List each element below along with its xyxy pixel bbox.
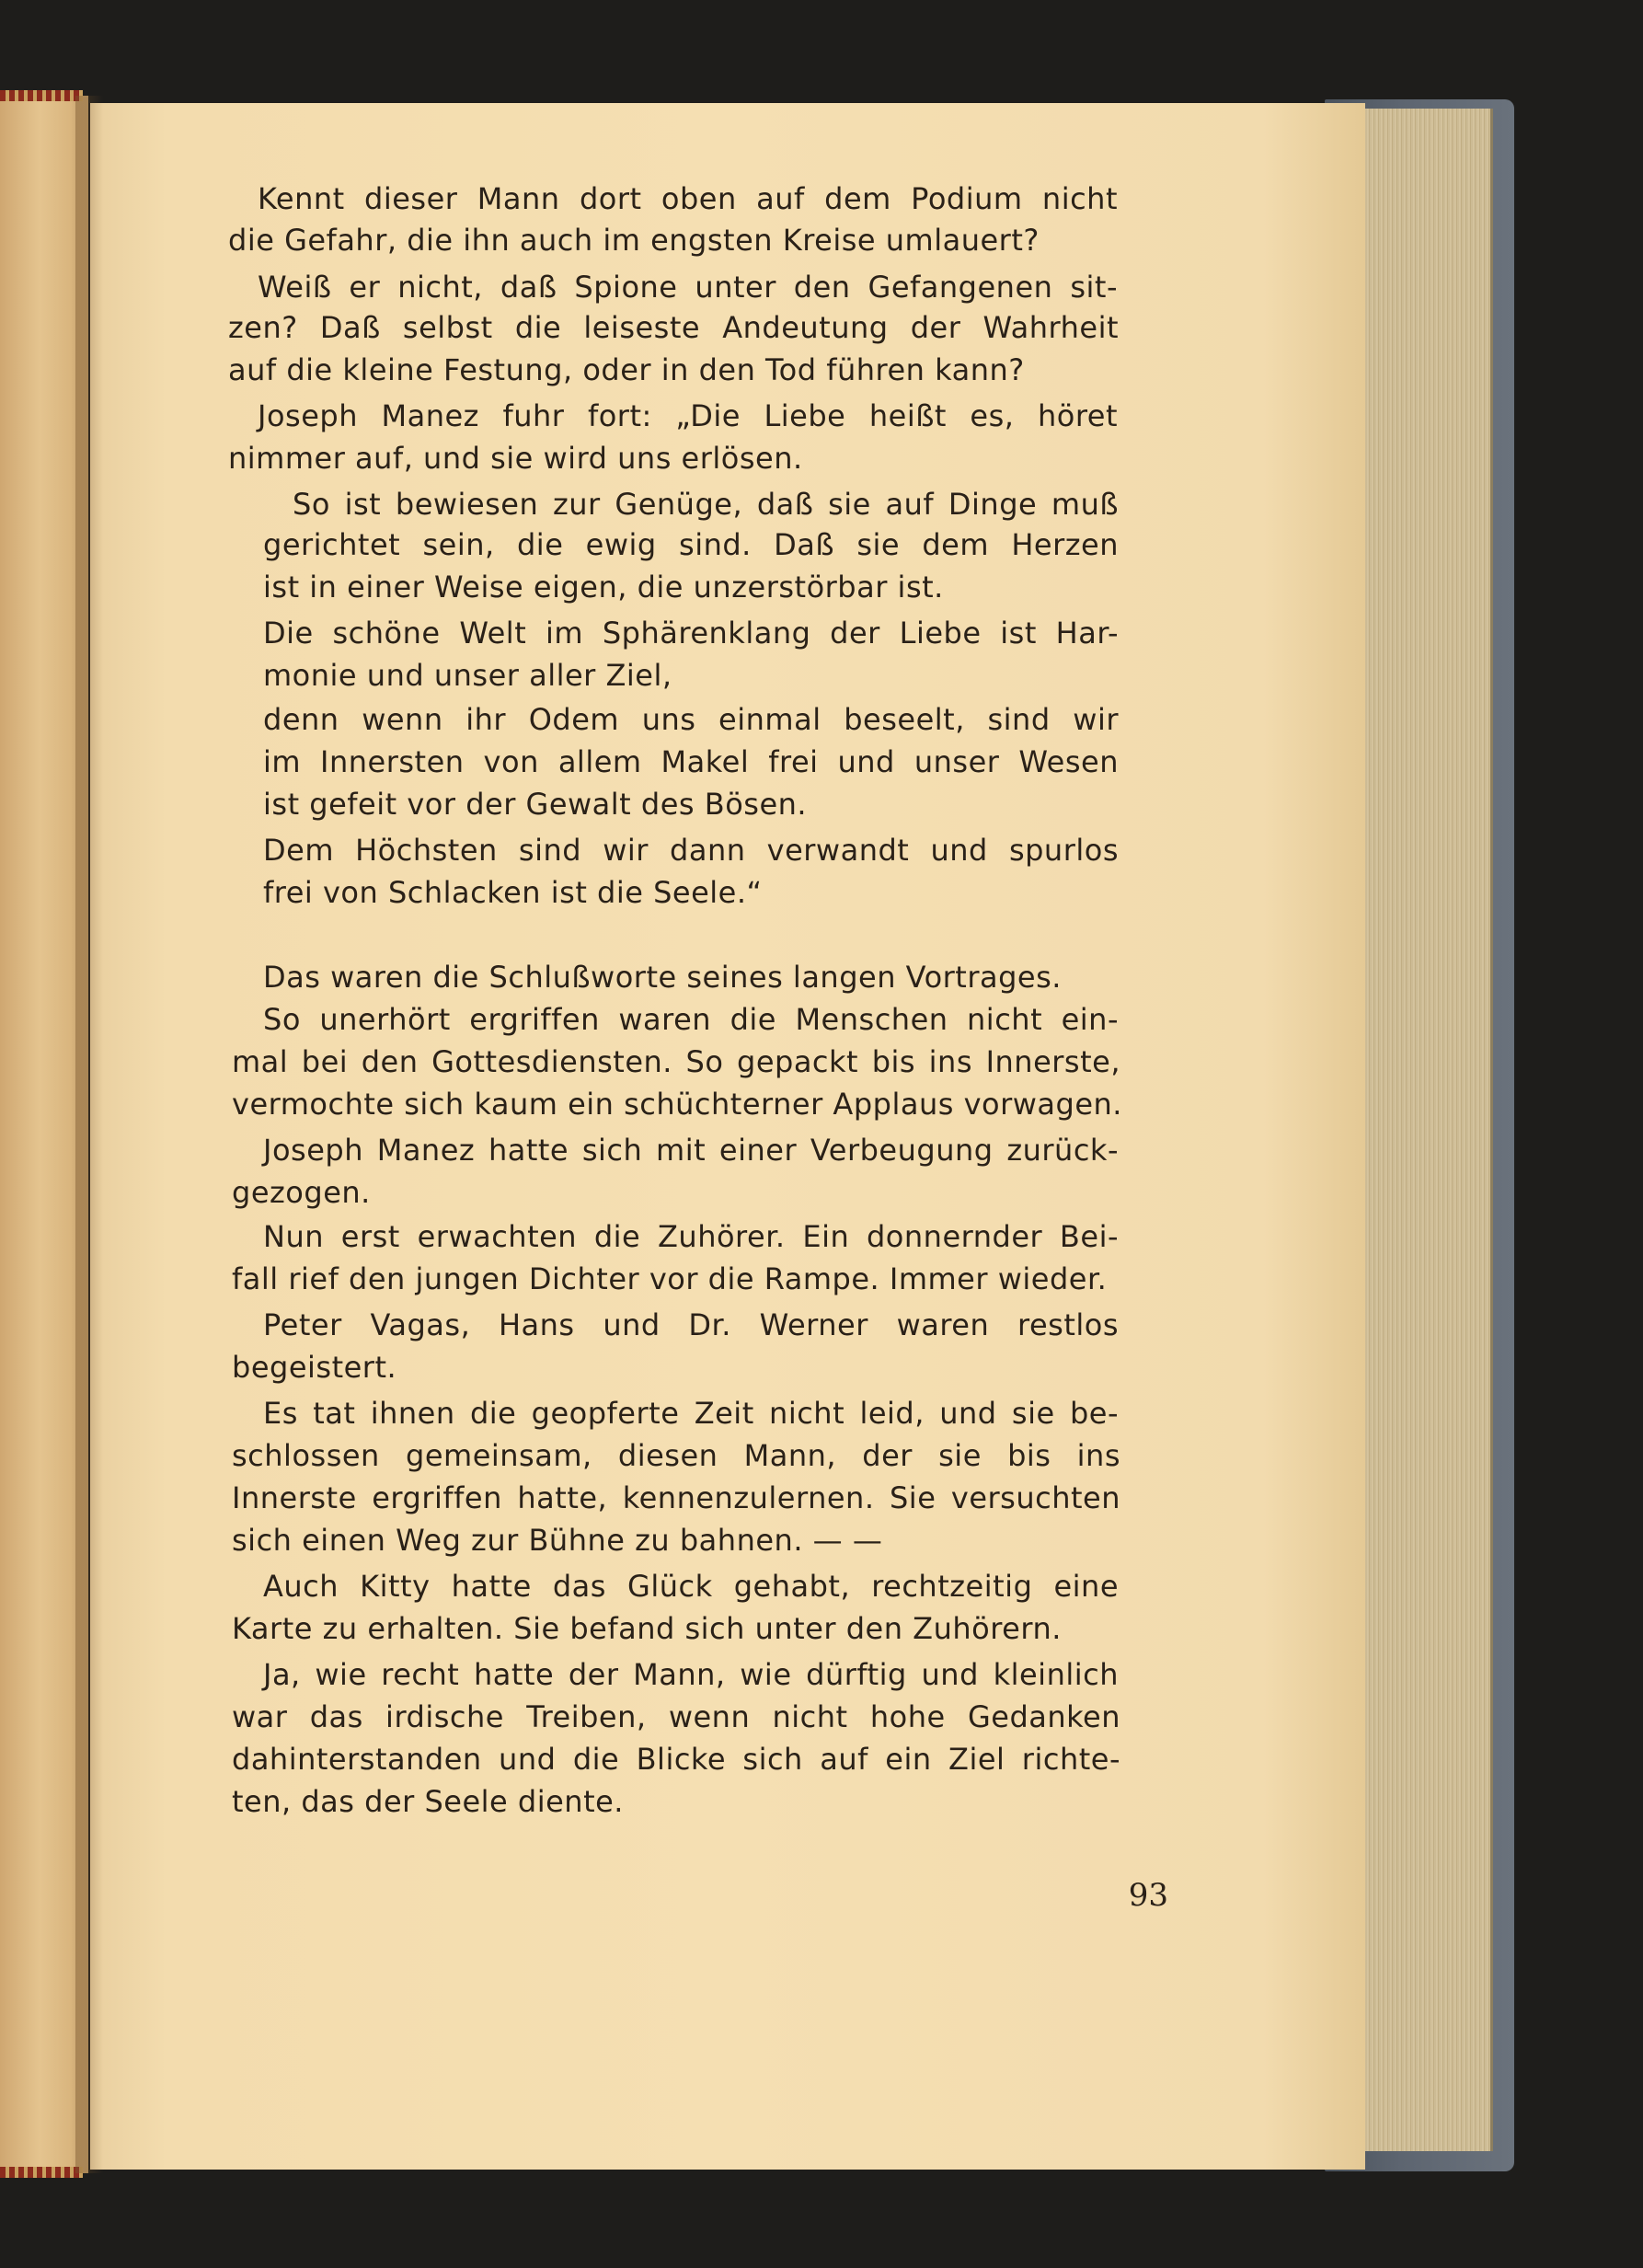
text-line: gerichtet sein, die ewig sind. Daß sie dem Herzen: [263, 527, 1119, 562]
text-line: zen? Daß selbst die leiseste Andeutung der Wahrheit: [228, 310, 1119, 345]
text-line: Ja, wie recht hatte der Mann, wie dürftig und kleinlich: [263, 1657, 1119, 1692]
text-line: frei von Schlacken ist die Seele.“: [263, 875, 763, 910]
text-line: ist in einer Weise eigen, die unzerstörbar ist.: [263, 570, 944, 604]
text-line: Das waren die Schlußworte seines langen Vortrages.: [263, 960, 1062, 995]
text-line: Joseph Manez fuhr fort: „Die Liebe heißt es, höret: [258, 398, 1118, 433]
binding-headband-bottom: [0, 2167, 83, 2178]
page-edges: [1352, 109, 1493, 2151]
text-line: vermochte sich kaum ein schüchterner Applaus vorwagen.: [232, 1087, 1122, 1122]
book-page: [90, 103, 1365, 2170]
text-line: monie und unser aller Ziel,: [263, 658, 672, 693]
page-text: [90, 103, 1365, 2170]
page-number: 93: [1128, 1877, 1168, 1914]
text-line: Die schöne Welt im Sphärenklang der Liebe ist Har-: [263, 616, 1119, 650]
text-line: sich einen Weg zur Bühne zu bahnen. — —: [232, 1523, 883, 1558]
text-line: Peter Vagas, Hans und Dr. Werner waren restlos: [263, 1307, 1119, 1342]
text-line: schlossen gemeinsam, diesen Mann, der sie bis ins: [232, 1438, 1120, 1473]
text-line: ten, das der Seele diente.: [232, 1784, 624, 1819]
text-line: begeistert.: [232, 1350, 397, 1385]
text-line: dahinterstanden und die Blicke sich auf ein Ziel richte-: [232, 1742, 1120, 1777]
text-line: die Gefahr, die ihn auch im engsten Kreise umlauert?: [228, 223, 1040, 258]
text-line: mal bei den Gottesdiensten. So gepackt bis ins Innerste,: [232, 1044, 1120, 1079]
text-line: Weiß er nicht, daß Spione unter den Gefangenen sit-: [258, 270, 1118, 305]
text-line: war das irdische Treiben, wenn nicht hohe Gedanken: [232, 1699, 1120, 1734]
text-line: So ist bewiesen zur Genüge, daß sie auf Dinge muß: [293, 487, 1119, 522]
text-line: nimmer auf, und sie wird uns erlösen.: [228, 441, 803, 476]
text-line: fall rief den jungen Dichter vor die Rampe. Immer wieder.: [232, 1261, 1108, 1296]
text-line: Innerste ergriffen hatte, kennenzulernen. Sie versuchten: [232, 1480, 1120, 1515]
text-line: Joseph Manez hatte sich mit einer Verbeugung zurück-: [263, 1133, 1119, 1168]
text-line: denn wenn ihr Odem uns einmal beseelt, sind wir: [263, 702, 1119, 737]
text-line: ist gefeit vor der Gewalt des Bösen.: [263, 787, 808, 822]
text-line: auf die kleine Festung, oder in den Tod führen kann?: [228, 352, 1025, 387]
text-line: So unerhört ergriffen waren die Menschen nicht ein-: [263, 1002, 1119, 1037]
text-line: Auch Kitty hatte das Glück gehabt, rechtzeitig eine: [263, 1569, 1119, 1604]
text-line: Es tat ihnen die geopferte Zeit nicht leid, und sie be-: [263, 1396, 1119, 1431]
gutter-shadow: [75, 96, 103, 2173]
text-line: gezogen.: [232, 1175, 371, 1210]
text-line: Dem Höchsten sind wir dann verwandt und spurlos: [263, 833, 1119, 868]
text-line: Nun erst erwachten die Zuhörer. Ein donnernder Bei-: [263, 1219, 1119, 1254]
text-line: im Innersten von allem Makel frei und unser Wesen: [263, 744, 1119, 779]
binding-headband-top: [0, 90, 83, 101]
text-line: Kennt dieser Mann dort oben auf dem Podium nicht: [258, 181, 1118, 216]
text-line: Karte zu erhalten. Sie befand sich unter den Zuhörern.: [232, 1611, 1062, 1646]
